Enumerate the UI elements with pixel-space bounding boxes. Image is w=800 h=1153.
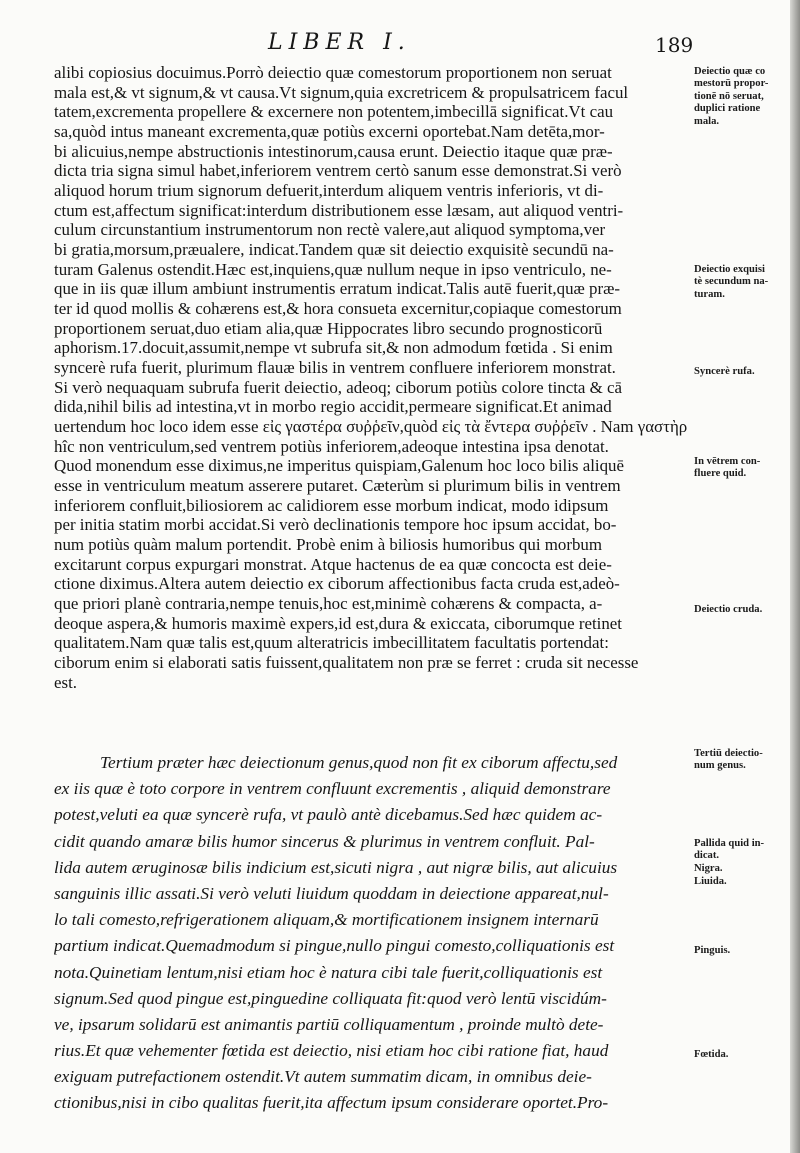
italic-line: ve, ipsarum solidarū est animantis partiū colliquamentum , proinde multò dete-: [54, 1014, 604, 1034]
italic-line: ex iis quæ è toto corpore in ventrem confluunt excrementis , aliquid demonstrare: [54, 779, 611, 799]
margin-note-line: Pallida quid in-: [694, 838, 765, 849]
text-line: dida,nihil bilis ad intestina,vt in morbo regio accidit,permeare significat.Et animad: [54, 397, 612, 417]
text-line: ctione diximus.Altera autem deiectio ex ciborum affectionibus facta cruda est,adeò-: [54, 574, 620, 594]
italic-line: signum.Sed quod pingue est,pinguedine colliquata fit:quod verò lentū viscidúm-: [54, 988, 607, 1008]
margin-note-line: turam.: [694, 288, 725, 300]
page-edge-shadow: [790, 0, 800, 1153]
margin-note-line: Liuida.: [694, 876, 727, 887]
text-line: num potiùs quàm malum portendit. Probè enim à biliosis humoribus qui morbum: [54, 535, 602, 555]
text-line: que priori planè contraria,nempe tenuis,hoc est,minimè cohærens & compacta, a-: [54, 594, 603, 614]
text-line: excitarunt corpus expurgari monstrat. Atque hactenus de ea quæ concocta est deie-: [54, 554, 612, 574]
italic-line: Tertium præter hæc deiectionum genus,quod non fit ex ciborum affectu,sed: [100, 753, 618, 772]
text-line: Quod monendum esse diximus,ne imperitus quispiam,Galenum hoc loco bilis aliquē: [54, 456, 624, 476]
margin-note: [694, 863, 794, 875]
margin-note: [694, 1049, 794, 1061]
italic-line: lo tali comesto,refrigerationem aliquam,& mortificationem insignem internarū: [54, 910, 599, 930]
margin-note-line: tionē nō seruat,: [694, 90, 764, 102]
margin-note: [694, 604, 794, 616]
text-line: mala est,& vt signum,& vt causa.Vt signum,quia excretricem & propulsatricem facul: [54, 82, 629, 102]
margin-note-line: Deiectio exquisi: [694, 264, 765, 275]
margin-note: [694, 66, 794, 128]
text-line: Si verò nequaquam subrufa fuerit deiectio, adeoq; ciborum potiùs colore tincta & cā: [54, 377, 622, 397]
italic-line: potest,veluti ea quæ syncerè rufa, vt paulò antè dicebamus.Sed hæc quidem ac-: [54, 805, 603, 825]
margin-note-line: Deiectio cruda.: [694, 604, 763, 615]
text-line: ciborum enim si elaborati satis fuissent,qualitatem non præ se ferret : cruda sit necesse: [54, 653, 639, 673]
text-line: uertendum hoc loco idem esse εἰς γαστέρα συῤῥεῖν,quòd εἰς τὰ ἔντερα συῤῥεῖν . Nam γαστὴρ: [54, 417, 688, 437]
text-line: culum circunstantium instrumentorum non rectè valere,aut aliquod symptoma,ver: [54, 220, 606, 240]
text-line: est.: [54, 672, 77, 692]
text-line: syncerè rufa fuerit, plurimum flauæ bilis in ventrem confluere inferiorem monstrat.: [54, 358, 616, 378]
margin-note: [694, 838, 794, 863]
italic-line: lida autem æruginosæ bilis indicium est,sicuti nigra , aut nigræ bilis, aut alicuius: [54, 857, 618, 877]
margin-note-line: fluere quid.: [694, 468, 747, 480]
margin-note-line: Pinguis.: [694, 945, 731, 956]
text-line: aphorism.17.docuit,assumit,nempe vt subrufa sit,& non admodum fœtida . Si enim: [54, 338, 613, 358]
margin-note-line: Nigra.: [694, 863, 723, 874]
text-line: per initia statim morbi accidat.Si verò declinationis tempore hoc ipsum accidat, bo-: [54, 515, 617, 535]
text-line: tatem,excrementa propellere & excernere non potentem,imbecillā significat.Vt cau: [54, 102, 614, 122]
margin-note: [694, 366, 794, 378]
margin-note-line: num genus.: [694, 760, 746, 772]
page-number: 189: [655, 33, 694, 57]
margin-note-line: Tertiū deiectio-: [694, 748, 763, 759]
text-line: alibi copiosius docuimus.Porrò deiectio quæ comestorum proportionem non seruat: [54, 63, 612, 82]
margin-note: [694, 748, 794, 773]
margin-note: [694, 456, 794, 481]
italic-line: partium indicat.Quemadmodum si pingue,nullo pingui comesto,colliquationis est: [54, 936, 615, 956]
text-line: hîc non ventriculum,sed ventrem potiùs inferiorem,adeoque intestina ipsa denotat.: [54, 436, 609, 456]
margin-note-line: mestorū propor-: [694, 78, 769, 90]
text-line: sa,quòd intus maneant excrementa,quæ potiùs excerni oportebat.Nam detēta,mor-: [54, 122, 605, 142]
margin-note-line: mala.: [694, 115, 720, 127]
italic-line: ctionibus,nisi in cibo qualitas fuerit,ita affectum ipsum considerare oportet.Pro-: [54, 1093, 609, 1113]
text-line: bi gratia,morsum,præualere, indicat.Tandem quæ sit deiectio exquisitè secundū na-: [54, 240, 614, 260]
italic-line: sanguinis illic assati.Si verò veluti liuidum quoddam in deiectione appareat,nul-: [54, 883, 609, 903]
italic-paragraph: [54, 750, 692, 1117]
text-line: proportionem seruat,duo etiam alia,quæ Hippocrates libro secundo prognosticorū: [54, 318, 603, 338]
italic-line: cidit quando amaræ bilis humor sincerus & plurimus in ventrem confluit. Pal-: [54, 831, 595, 851]
text-line: aliquod horum trium signorum defuerit,interdum aliquem ventris inferioris, vt di-: [54, 181, 604, 201]
text-line: dicta tria signa simul habet,inferiorem ventrem certò sanum esse demonstrat.Si verò: [54, 161, 622, 181]
text-line: bi alicuius,nempe abstructionis intestinorum,causa erunt. Deiectio itaque quæ præ-: [54, 141, 613, 161]
margin-note-line: Deiectio quæ co: [694, 66, 766, 77]
italic-line: rius.Et quæ vehementer fœtida est deiectio, nisi etiam hoc cibi ratione fiat, haud: [54, 1041, 609, 1061]
text-line: turam Galenus ostendit.Hæc est,inquiens,quæ nullum neque in ipso ventriculo, ne-: [54, 259, 612, 279]
margin-note-line: tè secundum na-: [694, 276, 769, 288]
margin-note-line: Syncerè rufa.: [694, 366, 755, 377]
margin-note-line: dicat.: [694, 850, 720, 862]
text-line: inferiorem confluit,biliosiorem ac calidiorem esse morbum indicat, modo idipsum: [54, 495, 609, 515]
margin-note-line: Fœtida.: [694, 1049, 729, 1060]
text-line: esse in ventriculum meatum asserere putaret. Cæterùm si plurimum bilis in ventrem: [54, 476, 621, 496]
italic-line: nota.Quinetiam lentum,nisi etiam hoc è natura cibi tale fuerit,colliquationis est: [54, 962, 603, 982]
text-line: ter id quod mollis & cohærens est,& hora consueta excernitur,copiaque comestorum: [54, 299, 622, 319]
text-line: ctum est,affectum significat:interdum distributionem esse læsam, aut aliquod ventri-: [54, 200, 624, 220]
margin-note: [694, 876, 794, 888]
margin-note: [694, 264, 794, 301]
text-line: que in iis quæ illum ambiunt instrumentis erratum indicat.Talis autē fuerit,quæ præ-: [54, 279, 620, 299]
margin-note-line: In vētrem con-: [694, 456, 761, 467]
body-text: [54, 63, 692, 693]
text-line: deoque aspera,& humoris maximè expers,id est,dura & exiccata, ciborumque retinet: [54, 613, 622, 633]
text-line: qualitatem.Nam quæ talis est,quum alteratricis imbecillitatem facultatis portendat:: [54, 633, 609, 653]
margin-note: [694, 945, 794, 957]
margin-note-line: duplici ratione: [694, 103, 761, 115]
italic-line: exiguam putrefactionem ostendit.Vt autem summatim dicam, in omnibus deie-: [54, 1067, 592, 1087]
running-head: LIBER I.: [268, 30, 411, 55]
